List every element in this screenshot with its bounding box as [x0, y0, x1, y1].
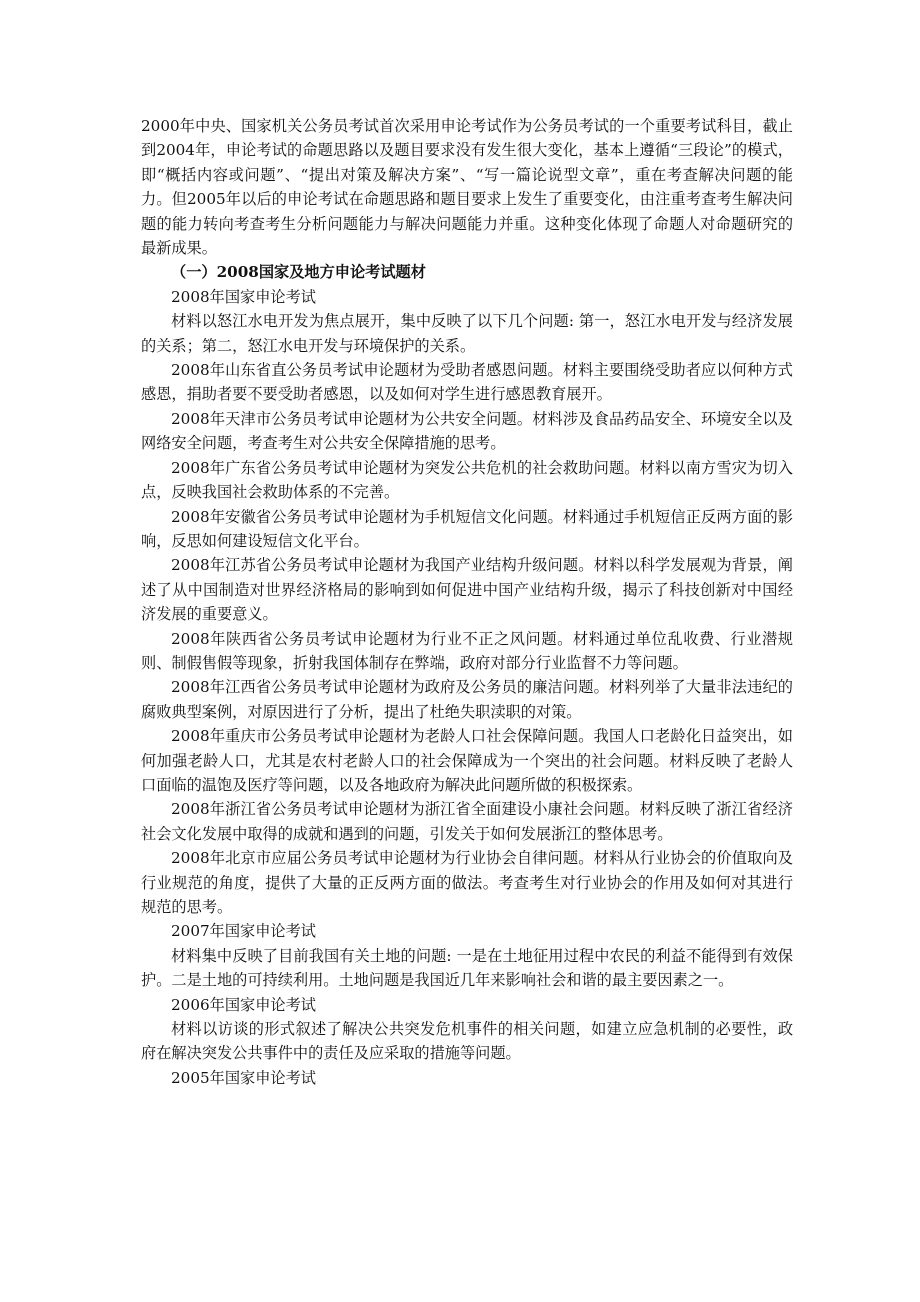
paragraph-2008-national-title: 2008年国家申论考试 [171, 287, 316, 306]
paragraph-2008-shaanxi: 2008年陕西省公务员考试申论题材为行业不正之风问题。材料通过单位乱收费、行业潜规则、制假售假等现象，折射我国体制存在弊端，政府对部分行业监督不力等问题。 [141, 629, 793, 672]
paragraph-2008-beijing: 2008年北京市应届公务员考试申论题材为行业协会自律问题。材料从行业协会的价值取向及行业规范的角度，提供了大量的正反两方面的做法。考查考生对行业协会的作用及如何对其进行规范的思考。 [141, 849, 793, 916]
paragraph-2007-national-title: 2007年国家申论考试 [171, 922, 316, 941]
paragraph-2008-national-body: 材料以怒江水电开发为焦点展开，集中反映了以下几个问题: 第一，怒江水电开发与经济发展的关系；第二，怒江水电开发与环境保护的关系。 [141, 312, 793, 355]
paragraph-2008-chongqing: 2008年重庆市公务员考试申论题材为老龄人口社会保障问题。我国人口老龄化日益突出，如何加强老龄人口，尤其是农村老龄人口的社会保障成为一个突出的社会问题。材料反映了老龄人口面临的温饱及医疗等问题，以及各地政府为解决此问题所做的积极探索。 [141, 727, 793, 794]
paragraph-2008-shandong: 2008年山东省直公务员考试申论题材为受助者感恩问题。材料主要围绕受助者应以何种方式感恩，捐助者要不要受助者感恩，以及如何对学生进行感恩教育展开。 [141, 361, 793, 404]
paragraph-2008-jiangsu: 2008年江苏省公务员考试申论题材为我国产业结构升级问题。材料以科学发展观为背景，阐述了从中国制造对世界经济格局的影响到如何促进中国产业结构升级，揭示了科技创新对中国经济发展的重要意义。 [141, 556, 793, 624]
paragraph-2008-jiangxi: 2008年江西省公务员考试申论题材为政府及公务员的廉洁问题。材料列举了大量非法违纪的腐败典型案例，对原因进行了分析，提出了杜绝失职渎职的对策。 [141, 678, 793, 721]
paragraph-2006-national-title: 2006年国家申论考试 [171, 995, 316, 1014]
intro-paragraph: 2000年中央、国家机关公务员考试首次采用申论考试作为公务员考试的一个重要考试科目，截止到2004年，申论考试的命题思路以及题目要求没有发生很大变化，基本上遵循“三段论”的模式，即“概括内容或问题”、“提出对策及解决方案”、“写一篇论说型文章”，重在考查解决问题的能力。但2005年以后的申论考试在命题思路和题目要求上发生了重要变化，由注重考查考生解决问题的能力转向考查考生分析问题能力与解决问题能力并重。这种变化体现了命题人对命题研究的最新成果。 [141, 117, 793, 258]
paragraph-2005-national-title: 2005年国家申论考试 [171, 1068, 316, 1087]
paragraph-2008-anhui: 2008年安徽省公务员考试申论题材为手机短信文化问题。材料通过手机短信正反两方面的影响，反思如何建设短信文化平台。 [141, 507, 793, 550]
section-heading: （一）2008国家及地方申论考试题材 [171, 263, 426, 282]
paragraph-2008-tianjin: 2008年天津市公务员考试申论题材为公共安全问题。材料涉及食品药品安全、环境安全以及网络安全问题，考查考生对公共安全保障措施的思考。 [141, 409, 793, 453]
paragraph-2008-guangdong: 2008年广东省公务员考试申论题材为突发公共危机的社会救助问题。材料以南方雪灾为切入点，反映我国社会救助体系的不完善。 [141, 458, 793, 502]
document-body [141, 114, 793, 1090]
paragraph-2006-national-body: 材料以访谈的形式叙述了解决公共突发危机事件的相关问题，如建立应急机制的必要性，政府在解决突发公共事件中的责任及应采取的措施等问题。 [141, 1020, 793, 1063]
paragraph-2008-zhejiang: 2008年浙江省公务员考试申论题材为浙江省全面建设小康社会问题。材料反映了浙江省经济社会文化发展中取得的成就和遇到的问题，引发关于如何发展浙江的整体思考。 [141, 800, 793, 843]
paragraph-2007-national-body: 材料集中反映了目前我国有关土地的问题: 一是在土地征用过程中农民的利益不能得到有效保护。二是土地的可持续利用。土地问题是我国近几年来影响社会和谐的最主要因素之一。 [141, 946, 793, 990]
